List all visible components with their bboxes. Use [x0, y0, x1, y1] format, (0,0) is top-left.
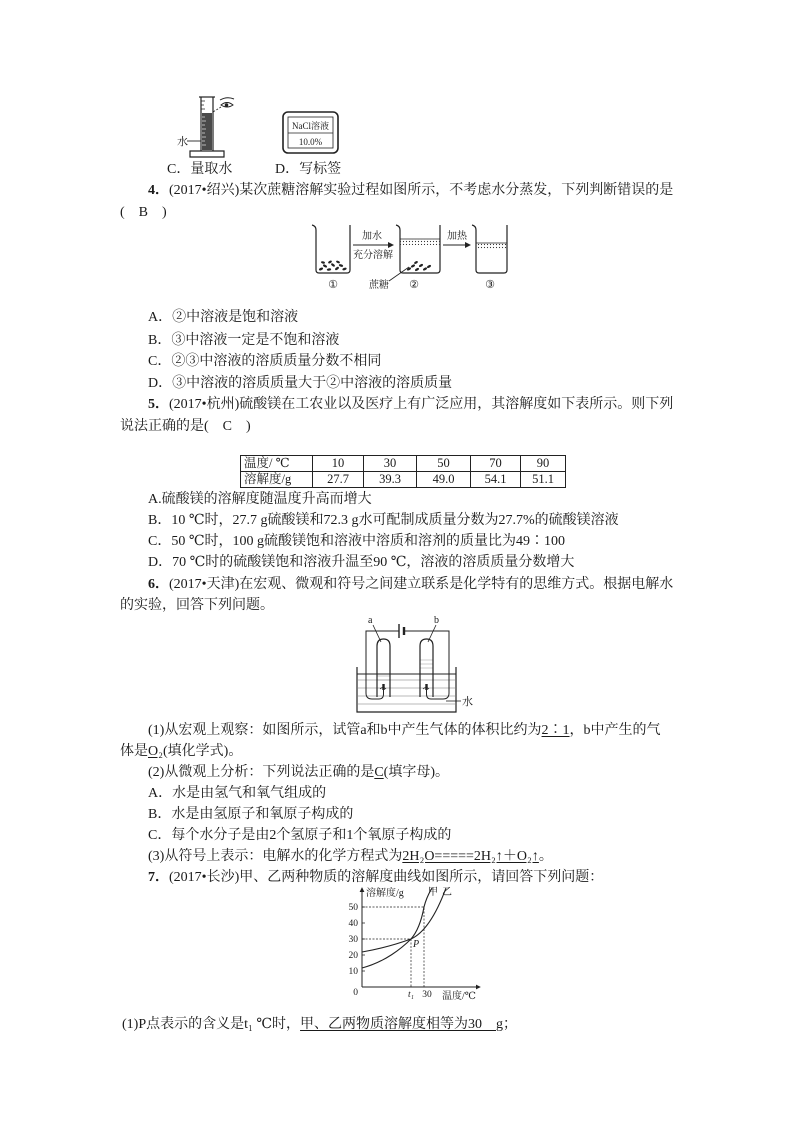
x-tick-label: t₁ — [408, 990, 414, 1000]
q4-option-a: A．②中溶液是饱和溶液 — [148, 310, 299, 325]
step-heat-label: 加热 — [447, 231, 467, 242]
q4-option-d: D．③中溶液的溶质质量大于②中溶液的溶质质量 — [148, 376, 453, 391]
bottle-label — [283, 112, 338, 153]
q5-number: 5． — [148, 397, 169, 412]
q4-number: 4． — [148, 183, 169, 198]
beaker-1-label: ① — [328, 279, 338, 291]
sugar-crystals — [406, 261, 431, 272]
sugar-leader-line — [389, 267, 409, 281]
table-row — [241, 472, 566, 488]
caption-d: D．写标签 — [275, 162, 342, 177]
table-cell: 39.3 — [364, 472, 417, 488]
y-tick-label: 30 — [348, 935, 358, 945]
table-cell: 49.0 — [417, 472, 471, 488]
beaker-1 — [312, 225, 350, 273]
q6-part2-prefix: (2)从微观上分析：下列说法正确的是 — [148, 765, 375, 780]
q6-part2-suffix: (填字母)。 — [383, 765, 449, 780]
sugar-dissolving-diagram — [305, 218, 515, 296]
caption-c: C．量取水 — [167, 162, 233, 177]
q6-part1-answer-gas: O₂ — [148, 744, 163, 759]
electrolysis-diagram — [350, 612, 475, 716]
q4-stem — [148, 181, 673, 201]
battery-icon — [399, 624, 404, 638]
tube-a-leader — [373, 625, 381, 642]
table-cell: 50 — [417, 456, 471, 472]
tube-b-label: b — [434, 615, 439, 626]
x-axis-label: 温度/℃ — [442, 991, 476, 1002]
graduated-cylinder — [190, 97, 224, 157]
table-cell: 70 — [471, 456, 521, 472]
q6-part3 — [148, 847, 553, 867]
q6-option-b: B．水是由氢原子和氧原子构成的 — [148, 807, 354, 822]
q6-stem-text: (2017•天津)在宏观、微观和符号之间建立联系是化学特有的思维方式。根据电解水 — [169, 577, 674, 592]
point-p-label: P — [413, 939, 420, 950]
q7-part1 — [122, 1015, 517, 1035]
water-label: 水 — [462, 696, 473, 708]
q6-part1-line2-prefix: 体是 — [120, 744, 148, 759]
q4-option-c: C．②③中溶液的溶质质量分数不相同 — [148, 354, 382, 369]
beaker-2-label: ② — [409, 279, 419, 291]
sugar-label: 蔗糖 — [369, 280, 389, 291]
beaker-3 — [472, 225, 507, 273]
y-tick-label: 40 — [348, 919, 358, 929]
y-axis-label: 溶解度/g — [366, 888, 404, 899]
solubility-curve-chart — [338, 880, 486, 1002]
table-cell: 90 — [521, 456, 566, 472]
water-label: 水 — [177, 136, 188, 148]
q6-stem — [148, 575, 673, 595]
q5-option-c: C．50 ℃时，100 g硫酸镁饱和溶液中溶质和溶剂的质量比为49∶100 — [148, 534, 565, 549]
q5-option-b: B．10 ℃时，27.7 g硫酸镁和72.3 g水可配制成质量分数为27.7%的硫酸镁溶液 — [148, 513, 619, 528]
q5-option-a: A.硫酸镁的溶解度随温度升高而增大 — [148, 492, 372, 507]
q6-part2 — [148, 763, 449, 783]
q5-stem-text: (2017•杭州)硫酸镁在工农业以及医疗上有广泛应用，其溶解度如下表所示。则下列 — [169, 397, 674, 412]
q6-stem-line2: 的实验，回答下列问题。 — [120, 598, 274, 613]
y-tick-label: 10 — [348, 967, 358, 977]
q6-option-a: A．水是由氢气和氧气组成的 — [148, 786, 327, 801]
bottle-label-name: NaCl溶液 — [292, 121, 329, 131]
q6-part3-equation: 2H₂O=====2H₂↑＋O₂↑ — [402, 849, 539, 864]
q6-part1-line2-suffix: (填化学式)。 — [163, 744, 243, 759]
table-cell: 51.1 — [521, 472, 566, 488]
q7-part1-prefix: (1)P点表示的含义是t₁ ℃时， — [122, 1017, 301, 1032]
eye-icon — [213, 98, 234, 112]
q6-part1-line2 — [120, 742, 242, 762]
q4-stem-text: (2017•绍兴)某次蔗糖溶解实验过程如图所示，不考虑水分蒸发，下列判断错误的是 — [169, 183, 674, 198]
series-jia-label: 甲 — [428, 887, 438, 898]
series-yi-label: 乙 — [442, 887, 452, 898]
table-cell: 30 — [364, 456, 417, 472]
q7-number: 7． — [148, 870, 169, 885]
tube-a-label: a — [368, 615, 373, 626]
step-add-water-label: 加水 — [362, 231, 382, 242]
table-cell: 27.7 — [313, 472, 364, 488]
q7-stem-text: (2017•长沙)甲、乙两种物质的溶解度曲线如图所示，请回答下列问题： — [169, 870, 604, 885]
table-cell: 溶解度/g — [241, 472, 313, 488]
table-cell: 54.1 — [471, 472, 521, 488]
q6-option-c: C．每个水分子是由2个氢原子和1个氧原子构成的 — [148, 828, 452, 843]
solubility-table — [240, 455, 566, 488]
q6-part1-prefix: (1)从宏观上观察：如图所示，试管a和b中产生气体的体积比约为 — [148, 723, 542, 738]
q6-part1-answer-ratio: 2∶1 — [541, 723, 570, 738]
y-tick-label: 20 — [348, 951, 358, 961]
q7-part1-answer: 甲、乙两物质溶解度相等为30 g — [300, 1017, 504, 1032]
q5-stem — [148, 395, 673, 415]
q4-answer: ( B ) — [120, 205, 167, 220]
q7-part1-suffix: ； — [503, 1017, 518, 1032]
q4-option-b: B．③中溶液一定是不饱和溶液 — [148, 333, 340, 348]
x-tick-label: 30 — [422, 990, 432, 1000]
q5-stem-line2: 说法正确的是( C ) — [120, 419, 251, 434]
curve-jia — [362, 888, 432, 968]
sugar-crystals — [318, 260, 346, 271]
q6-part1 — [148, 721, 661, 741]
tube-b-leader — [428, 625, 436, 642]
beaker-2 — [396, 225, 440, 273]
bottle-label-concentration: 10.0% — [298, 137, 323, 147]
table-cell: 温度/ ℃ — [241, 456, 313, 472]
y-tick-label: 50 — [348, 903, 358, 913]
top-figure — [170, 88, 345, 160]
table-cell: 10 — [313, 456, 364, 472]
step-dissolve-label: 充分溶解 — [353, 250, 393, 261]
q6-part3-suffix: 。 — [538, 849, 553, 864]
beaker-3-label: ③ — [485, 279, 495, 291]
q6-part3-prefix: (3)从符号上表示：电解水的化学方程式为 — [148, 849, 403, 864]
origin-label: 0 — [353, 988, 358, 998]
q6-part1-middle: ，b中产生的气 — [569, 723, 661, 738]
table-header-row — [241, 456, 566, 472]
q5-option-d: D．70 ℃时的硫酸镁饱和溶液升温至90 ℃，溶液的溶质质量分数增大 — [148, 555, 575, 570]
q6-number: 6． — [148, 577, 169, 592]
water-trough — [357, 667, 456, 712]
q6-part2-answer: C — [374, 765, 384, 780]
